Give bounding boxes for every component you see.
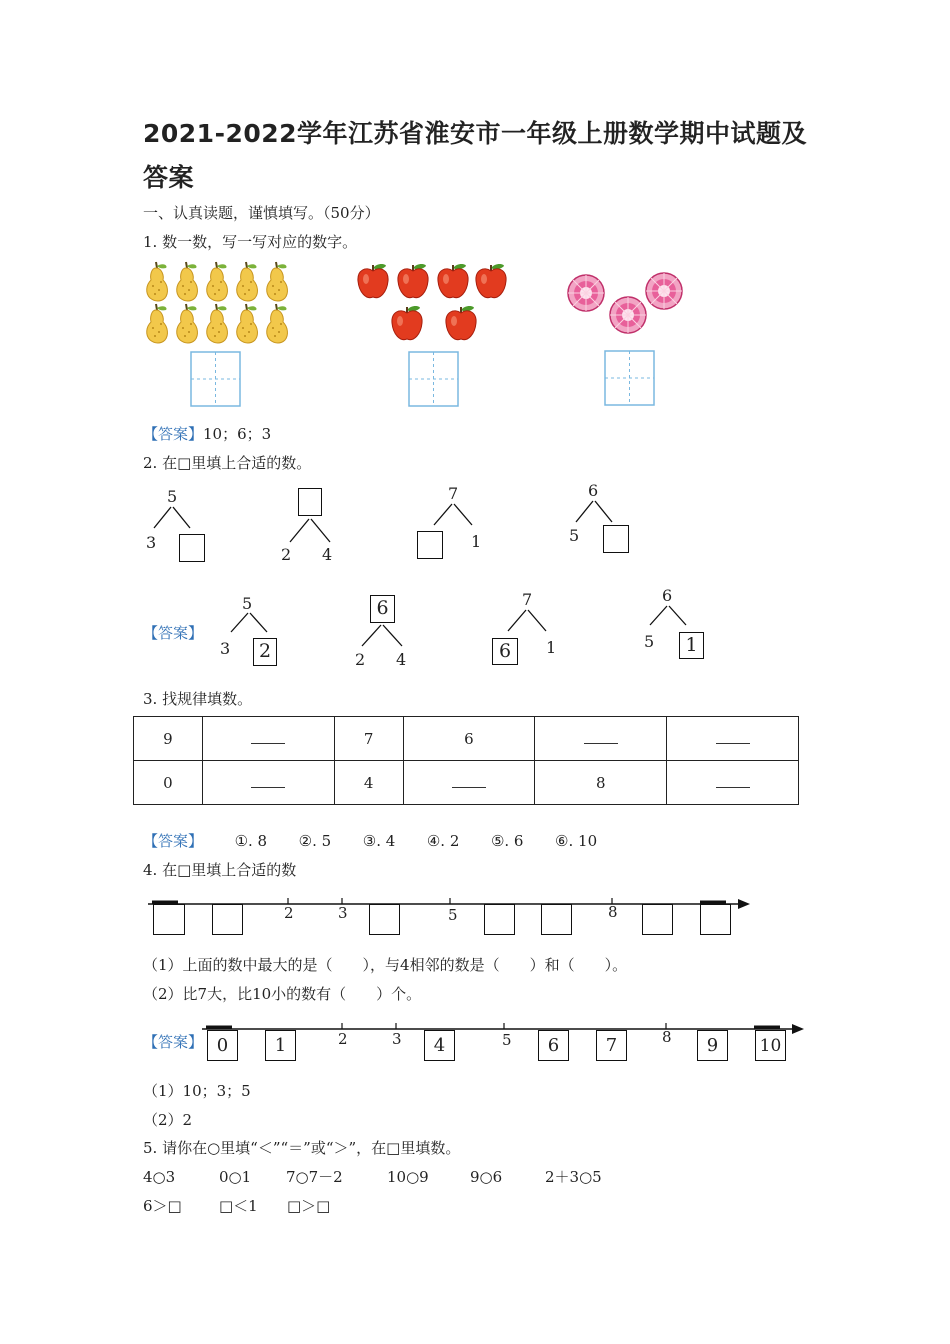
tree-left-box[interactable]	[417, 531, 443, 559]
number-line-label: 2	[338, 1030, 348, 1048]
tree-right-box[interactable]	[179, 534, 205, 562]
table-row	[134, 717, 799, 761]
pear-icon	[140, 260, 300, 348]
answer-1	[143, 424, 271, 444]
number-line-box[interactable]	[541, 904, 572, 935]
answer-4-sub-2: （2）2	[143, 1111, 193, 1129]
table-blank-cell[interactable]	[403, 761, 535, 805]
answer-label: 【答案】	[143, 832, 204, 850]
page-title: 2021-2022学年江苏省淮安市一年级上册数学期中试题及答案	[143, 119, 808, 192]
apple-icon	[356, 262, 514, 344]
tree-branches	[574, 500, 614, 524]
answer-box-2[interactable]	[408, 351, 460, 408]
tree-left: 2	[281, 545, 292, 564]
number-line-box[interactable]	[700, 904, 731, 935]
answer-item: ②. 5	[298, 832, 332, 850]
answer-item: ④. 2	[426, 832, 460, 850]
tree-branches	[229, 612, 269, 634]
number-line-answer-box: 1	[265, 1030, 296, 1061]
question-2-text: 2. 在□里填上合适的数。	[143, 454, 312, 472]
answer-item: ⑤. 6	[490, 832, 524, 850]
table-blank-cell[interactable]	[202, 717, 334, 761]
number-line-label: 3	[338, 904, 348, 922]
tree-right: 1	[471, 532, 482, 551]
comparison-item[interactable]: 2＋3○5	[545, 1168, 602, 1186]
number-line-answer-box: 7	[596, 1030, 627, 1061]
number-line-answer-box: 10	[755, 1030, 786, 1061]
comparison-item[interactable]: 10○9	[387, 1168, 429, 1186]
table-cell: 8	[535, 761, 667, 805]
answer-3	[143, 831, 597, 851]
number-line-label: 5	[448, 906, 458, 924]
tree-branches	[506, 609, 548, 633]
section-heading: 一、认真读题，谨慎填写。（50分）	[143, 204, 380, 222]
answer-item: ①. 8	[234, 832, 268, 850]
answer-4-sub-1: （1）10；3；5	[143, 1082, 251, 1100]
fill-item[interactable]: 6＞□	[143, 1197, 182, 1215]
answer-4-label	[143, 1032, 203, 1052]
tree-right: 4	[322, 545, 333, 564]
number-line-label: 8	[608, 903, 618, 921]
answer-text: 10；6；3	[203, 425, 272, 443]
number-line-box[interactable]	[484, 904, 515, 935]
flower-icon	[565, 270, 689, 336]
number-line-box[interactable]	[369, 904, 400, 935]
tree-top: 7	[522, 590, 533, 609]
question-3-text: 3. 找规律填数。	[143, 690, 253, 708]
question-4-sub-2: （2）比7大，比10小的数有（ ）个。	[143, 985, 422, 1003]
tree-left: 3	[220, 639, 231, 658]
pattern-table	[133, 716, 799, 805]
tree-right: 1	[546, 638, 557, 657]
tree-top-box: 6	[370, 595, 395, 623]
question-4-text: 4. 在□里填上合适的数	[143, 861, 297, 879]
table-cell: 4	[334, 761, 403, 805]
tree-branches	[288, 518, 332, 544]
comparison-item[interactable]: 9○6	[470, 1168, 503, 1186]
tree-branches	[648, 605, 688, 627]
table-cell: 6	[403, 717, 535, 761]
tree-top-box[interactable]	[298, 488, 322, 516]
tree-right-box: 1	[679, 632, 704, 659]
number-line-label: 2	[284, 904, 294, 922]
fill-item[interactable]: □＞□	[287, 1197, 331, 1215]
comparison-item[interactable]: 0○1	[219, 1168, 252, 1186]
tree-top: 7	[448, 484, 459, 503]
number-line-answer-box: 9	[697, 1030, 728, 1061]
comparison-item[interactable]: 4○3	[143, 1168, 176, 1186]
tree-left: 5	[569, 526, 580, 545]
answer-item: ⑥. 10	[555, 832, 598, 850]
tree-top: 5	[242, 594, 253, 613]
number-line-box[interactable]	[153, 904, 185, 935]
table-cell: 7	[334, 717, 403, 761]
tree-top: 6	[588, 481, 599, 500]
table-cell: 9	[134, 717, 203, 761]
answer-box-3[interactable]	[604, 350, 656, 407]
number-line-label: 8	[662, 1028, 672, 1046]
tree-right-box[interactable]	[603, 525, 629, 553]
tree-branches	[152, 506, 192, 530]
table-cell: 0	[134, 761, 203, 805]
number-line-answer-box: 0	[207, 1030, 238, 1061]
tree-left-box: 6	[492, 638, 518, 665]
tree-right-box: 2	[253, 638, 277, 666]
answer-label: 【答案】	[143, 425, 204, 443]
answer-item: ③. 4	[362, 832, 396, 850]
question-1-text: 1. 数一数，写一写对应的数字。	[143, 233, 358, 251]
table-blank-cell[interactable]	[535, 717, 667, 761]
tree-right: 4	[396, 650, 407, 669]
answer-label: 【答案】	[143, 624, 204, 642]
number-line-answer-box: 6	[538, 1030, 569, 1061]
tree-branches	[360, 624, 404, 648]
number-line-box[interactable]	[212, 904, 243, 935]
question-4-sub-1: （1）上面的数中最大的是（ ），与4相邻的数是（ ）和（ ）。	[143, 956, 628, 974]
answer-box-1[interactable]	[190, 351, 242, 408]
table-blank-cell[interactable]	[667, 717, 799, 761]
number-line-label: 3	[392, 1030, 402, 1048]
tree-top: 6	[662, 586, 673, 605]
table-blank-cell[interactable]	[202, 761, 334, 805]
table-row	[134, 761, 799, 805]
tree-left: 2	[355, 650, 366, 669]
table-blank-cell[interactable]	[667, 761, 799, 805]
answer-label: 【答案】	[143, 1033, 204, 1051]
tree-top: 5	[167, 487, 178, 506]
comparison-item[interactable]: 7○7－2	[286, 1168, 343, 1186]
answer-2-label	[143, 623, 203, 643]
fill-item[interactable]: □＜1	[219, 1197, 258, 1215]
number-line-answer-box: 4	[424, 1030, 455, 1061]
question-5-text: 5. 请你在○里填“＜”“＝”或“＞”，在□里填数。	[143, 1139, 461, 1157]
number-line-label: 5	[502, 1031, 512, 1049]
tree-branches	[432, 503, 474, 527]
tree-left: 5	[644, 632, 655, 651]
number-line-box[interactable]	[642, 904, 673, 935]
tree-left: 3	[146, 533, 157, 552]
